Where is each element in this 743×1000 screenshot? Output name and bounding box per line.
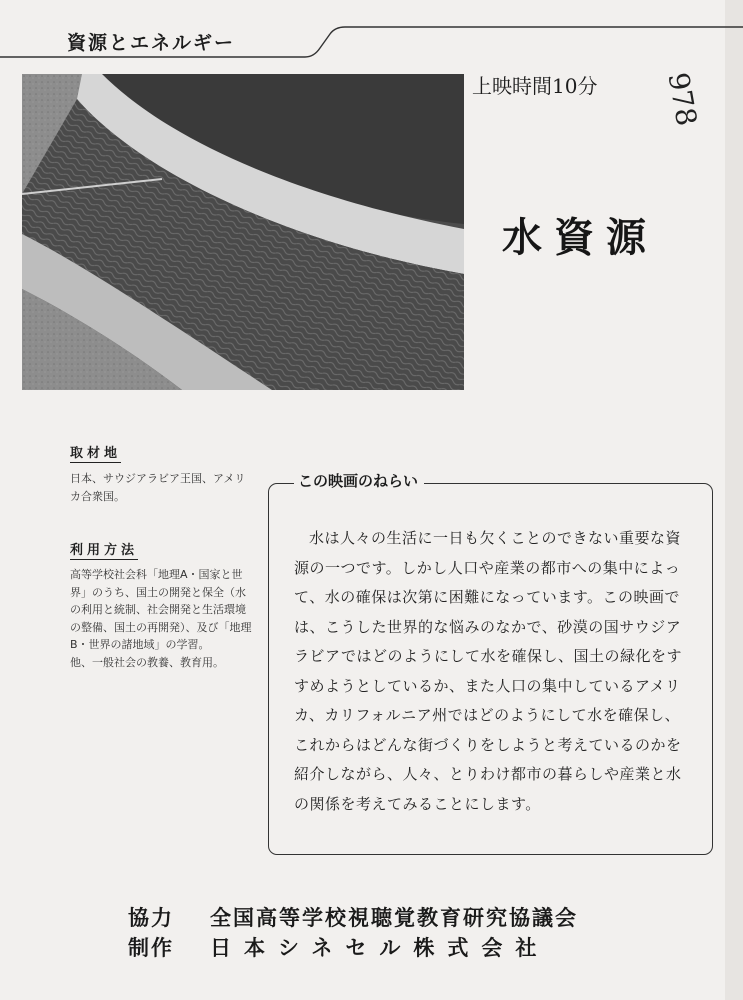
film-title: 水資源 [502, 215, 658, 261]
production-company: 日本シネセル株式会社 [210, 936, 550, 960]
aim-heading: この映画のねらい [294, 470, 424, 491]
cooperation-label: 協力 [128, 906, 174, 930]
credit-cooperation [128, 902, 578, 932]
credit-production [128, 932, 549, 962]
usage-heading: 利用方法 [70, 539, 138, 560]
usage-text: 高等学校社会科「地理A・国家と世界」のうち、国土の開発と保全（水の利用と統制、社会開発と生活環境の整備、国土の再開発）、及び「地理B・世界の諸地域」の学習。 他、一般社会の教養、教育用。 [70, 568, 252, 669]
production-label: 制作 [128, 936, 174, 960]
handwritten-number: 978 [661, 70, 704, 129]
duration: 上映時間10分 [472, 74, 598, 98]
location-heading: 取材地 [70, 442, 121, 463]
cooperation-org: 全国高等学校視聴覚教育研究協議会 [210, 906, 578, 930]
location-text: 日本、サウジアラビア王国、アメリカ合衆国。 [70, 472, 246, 503]
page-edge [725, 0, 743, 1000]
aim-body: 水は人々の生活に一日も欠くことのできない重要な資源の一つです。しかし人口や産業の都市への集中によって、水の確保は次第に困難になっています。この映画では、こうした世界的な悩みのなかで、砂漠の国サウジアラビアではどのようにして水を確保し、国土の緑化をすすめようとしているか、また人口の集中しているアメリカ、カリフォルニア州ではどのようにして水を確保し、これからはどんな街づくりをしようと考えているのかを紹介しながら、人々、とりわけ都市の暮らしや産業と水の関係を考えてみることにします。 [294, 529, 682, 813]
series-title: 資源とエネルギー [67, 32, 236, 54]
canal-photo [22, 74, 464, 390]
